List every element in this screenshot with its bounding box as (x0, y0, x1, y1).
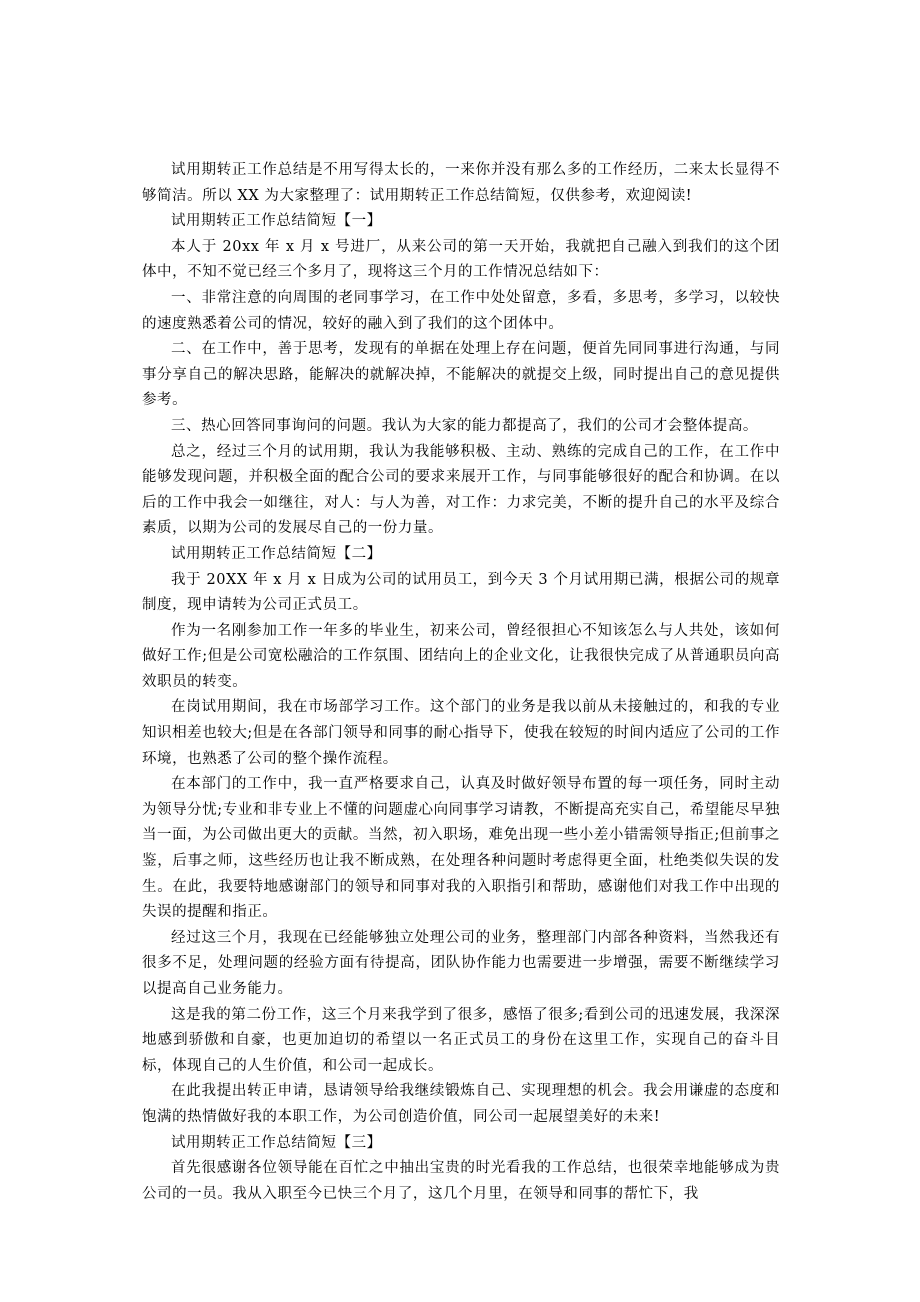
section-heading-3: 试用期转正工作总结简短【三】 (171, 1134, 382, 1151)
intro-paragraph: 试用期转正工作总结是不用写得太长的，一来你并没有那么多的工作经历，二来太长显得不够简洁。所以 XX 为大家整理了：试用期转正工作总结简短，仅供参考，欢迎阅读! (142, 162, 780, 204)
body-paragraph: 作为一名刚参加工作一年多的毕业生，初来公司，曾经很担心不知该怎么与人共处，该如何做好工作;但是公司宽松融洽的工作氛围、团结向上的企业文化，让我很快完成了从普通职员向高效职员的转变。 (142, 622, 780, 690)
body-paragraph: 总之，经过三个月的试用期，我认为我能够积极、主动、熟练的完成自己的工作，在工作中能够发现问题，并积极全面的配合公司的要求来展开工作，与同事能够很好的配合和协调。在以后的工作中我会一如继往，对人：与人为善，对工作：力求完美，不断的提升自己的水平及综合素质，以期为公司的发展尽自己的一份力量。 (142, 443, 780, 537)
document-body (142, 158, 780, 1207)
section-heading-1: 试用期转正工作总结简短【一】 (171, 213, 382, 230)
body-paragraph: 在岗试用期间，我在市场部学习工作。这个部门的业务是我以前从未接触过的，和我的专业知识相差也较大;但是在各部门领导和同事的耐心指导下，使我在较短的时间内适应了公司的工作环境，也熟悉了公司的整个操作流程。 (142, 699, 780, 767)
body-paragraph: 我于 20XX 年 x 月 x 日成为公司的试用员工，到今天 3 个月试用期已满，根据公司的规章制度，现申请转为公司正式员工。 (142, 571, 780, 614)
body-paragraph: 经过这三个月，我现在已经能够独立处理公司的业务，整理部门内部各种资料，当然我还有很多不足，处理问题的经验方面有待提高，团队协作能力也需要进一步增强，需要不断继续学习以提高自己业务能力。 (142, 929, 780, 997)
body-paragraph: 在此我提出转正申请，恳请领导给我继续锻炼自己、实现理想的机会。我会用谦虚的态度和饱满的热情做好我的本职工作，为公司创造价值，同公司一起展望美好的未来! (142, 1083, 780, 1125)
body-paragraph: 一、非常注意的向周围的老同事学习，在工作中处处留意，多看，多思考，多学习，以较快的速度熟悉着公司的情况，较好的融入到了我们的这个团体中。 (142, 289, 780, 332)
body-paragraph: 本人于 20xx 年 x 月 x 号进厂，从来公司的第一天开始，我就把自己融入到我们的这个团体中，不知不觉已经三个多月了，现将这三个月的工作情况总结如下： (142, 238, 780, 281)
body-paragraph: 这是我的第二份工作，这三个月来我学到了很多，感悟了很多;看到公司的迅速发展，我深深地感到骄傲和自豪，也更加迫切的希望以一名正式员工的身份在这里工作，实现自己的奋斗目标，体现自己的人生价值，和公司一起成长。 (142, 1006, 780, 1074)
section-heading-2: 试用期转正工作总结简短【二】 (171, 545, 382, 562)
body-paragraph: 在本部门的工作中，我一直严格要求自己，认真及时做好领导布置的每一项任务，同时主动为领导分忧;专业和非专业上不懂的问题虚心向同事学习请教，不断提高充实自己，希望能尽早独当一面，为公司做出更大的贡献。当然，初入职场，难免出现一些小差小错需领导指正;但前事之鉴，后事之师，这些经历也让我不断成熟，在处理各种问题时考虑得更全面，杜绝类似失误的发生。在此，我要特地感谢部门的领导和同事对我的入职指引和帮助，感谢他们对我工作中出现的失误的提醒和指正。 (142, 776, 780, 921)
body-paragraph: 二、在工作中，善于思考，发现有的单据在处理上存在问题，便首先同同事进行沟通，与同事分享自己的解决思路，能解决的就解决掉，不能解决的就提交上级，同时提出自己的意见提供参考。 (142, 341, 780, 409)
body-paragraph: 三、热心回答同事询问的问题。我认为大家的能力都提高了，我们的公司才会整体提高。 (171, 417, 758, 434)
body-paragraph: 首先很感谢各位领导能在百忙之中抽出宝贵的时光看我的工作总结，也很荣幸地能够成为贵公司的一员。我从入职至今已快三个月了，这几个月里，在领导和同事的帮忙下，我 (142, 1160, 780, 1202)
